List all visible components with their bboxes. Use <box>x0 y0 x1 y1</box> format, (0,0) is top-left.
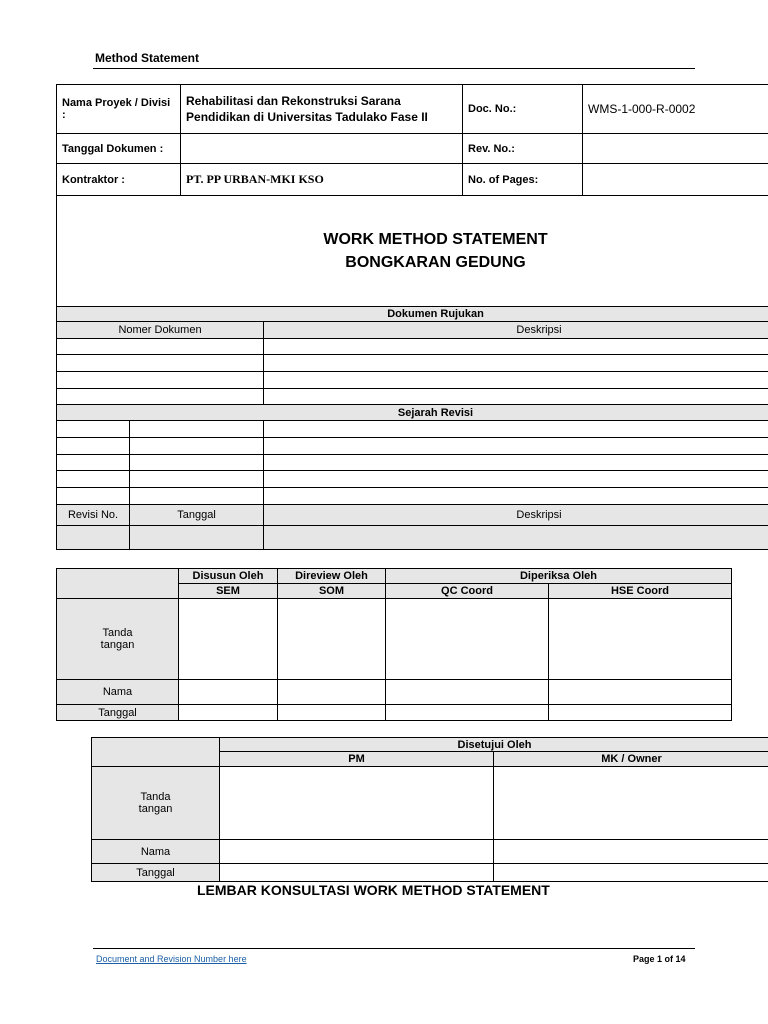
signature-cell <box>549 599 732 680</box>
checked-by-header: Diperiksa Oleh <box>386 569 732 584</box>
date-label: Tanggal Dokumen : <box>57 134 181 164</box>
document-title <box>57 196 768 307</box>
date-value <box>181 134 463 164</box>
revision-footer-cell <box>130 526 264 550</box>
revision-number-cell <box>57 455 130 471</box>
revision-footer-cell <box>264 526 768 550</box>
rev-value <box>583 134 768 164</box>
name-cell <box>494 840 768 864</box>
name-label: Nama <box>92 840 220 864</box>
name-cell <box>386 680 549 705</box>
signature-label: Tanda tangan <box>57 599 179 680</box>
hse-coord-header: HSE Coord <box>549 584 732 599</box>
reference-number-cell <box>57 355 264 372</box>
name-cell <box>179 680 278 705</box>
revision-description-cell <box>264 488 768 505</box>
revision-date-cell <box>130 455 264 471</box>
contractor-label: Kontraktor : <box>57 164 181 196</box>
date-cell <box>179 705 278 721</box>
revision-date-cell <box>130 438 264 455</box>
contractor-value: PT. PP URBAN-MKI KSO <box>181 164 463 196</box>
references-col-description: Deskripsi <box>264 322 768 339</box>
revisions-col-rev: Revisi No. <box>57 505 130 526</box>
name-label: Nama <box>57 680 179 705</box>
revision-description-cell <box>264 455 768 471</box>
references-col-number: Nomer Dokumen <box>57 322 264 339</box>
header-title: Method Statement <box>95 51 200 65</box>
project-label: Nama Proyek / Divisi : <box>57 85 181 134</box>
signature-cell <box>220 767 494 840</box>
revisions-heading: Sejarah Revisi <box>57 405 768 421</box>
pages-label: No. of Pages: <box>463 164 583 196</box>
review-approval-table <box>56 568 732 721</box>
revisions-col-description: Deskripsi <box>264 505 768 526</box>
references-heading: Dokumen Rujukan <box>57 307 768 322</box>
title-line-1: WORK METHOD STATEMENT <box>323 231 548 248</box>
reference-number-cell <box>57 372 264 389</box>
revision-date-cell <box>130 488 264 505</box>
signature-cell <box>179 599 278 680</box>
date-cell <box>386 705 549 721</box>
corner-cell <box>57 569 179 599</box>
revision-date-cell <box>130 471 264 488</box>
reference-description-cell <box>264 355 768 372</box>
revision-number-cell <box>57 438 130 455</box>
reference-number-cell <box>57 389 264 405</box>
pm-header: PM <box>220 752 494 767</box>
revision-footer-cell <box>57 526 130 550</box>
som-header: SOM <box>278 584 386 599</box>
sem-header: SEM <box>179 584 278 599</box>
pages-value <box>583 164 768 196</box>
doc-no-value: WMS-1-000-R-0002 <box>583 85 768 134</box>
revision-number-cell <box>57 471 130 488</box>
signature-label: Tanda tangan <box>92 767 220 840</box>
date-cell <box>549 705 732 721</box>
final-approval-table <box>91 737 768 882</box>
date-label: Tanggal <box>92 864 220 882</box>
signature-cell <box>494 767 768 840</box>
prepared-by-header: Disusun Oleh <box>179 569 278 584</box>
corner-cell <box>92 738 220 767</box>
document-info-table <box>56 84 768 550</box>
name-cell <box>278 680 386 705</box>
date-label: Tanggal <box>57 705 179 721</box>
reference-description-cell <box>264 372 768 389</box>
revision-date-cell <box>130 421 264 438</box>
footer-divider <box>93 948 695 949</box>
signature-cell <box>278 599 386 680</box>
date-cell <box>220 864 494 882</box>
project-value: Rehabilitasi dan Rekonstruksi Sarana Pendidikan di Universitas Tadulako Fase II <box>181 85 463 134</box>
reviewed-by-header: Direview Oleh <box>278 569 386 584</box>
name-cell <box>220 840 494 864</box>
reference-description-cell <box>264 389 768 405</box>
revision-description-cell <box>264 421 768 438</box>
doc-no-label: Doc. No.: <box>463 85 583 134</box>
header-divider <box>93 68 695 69</box>
date-cell <box>494 864 768 882</box>
signature-cell <box>386 599 549 680</box>
owner-header: MK / Owner <box>494 752 768 767</box>
consultation-title: LEMBAR KONSULTASI WORK METHOD STATEMENT <box>197 882 550 898</box>
approved-by-header: Disetujui Oleh <box>220 738 768 752</box>
revision-description-cell <box>264 471 768 488</box>
title-line-2: BONGKARAN GEDUNG <box>345 254 526 271</box>
reference-description-cell <box>264 339 768 355</box>
rev-label: Rev. No.: <box>463 134 583 164</box>
revision-description-cell <box>264 438 768 455</box>
revision-number-cell <box>57 421 130 438</box>
revisions-col-date: Tanggal <box>130 505 264 526</box>
qc-coord-header: QC Coord <box>386 584 549 599</box>
revision-number-cell <box>57 488 130 505</box>
page-number: Page 1 of 14 <box>633 954 686 964</box>
name-cell <box>549 680 732 705</box>
date-cell <box>278 705 386 721</box>
footer-doc-link[interactable]: Document and Revision Number here <box>96 954 247 964</box>
reference-number-cell <box>57 339 264 355</box>
